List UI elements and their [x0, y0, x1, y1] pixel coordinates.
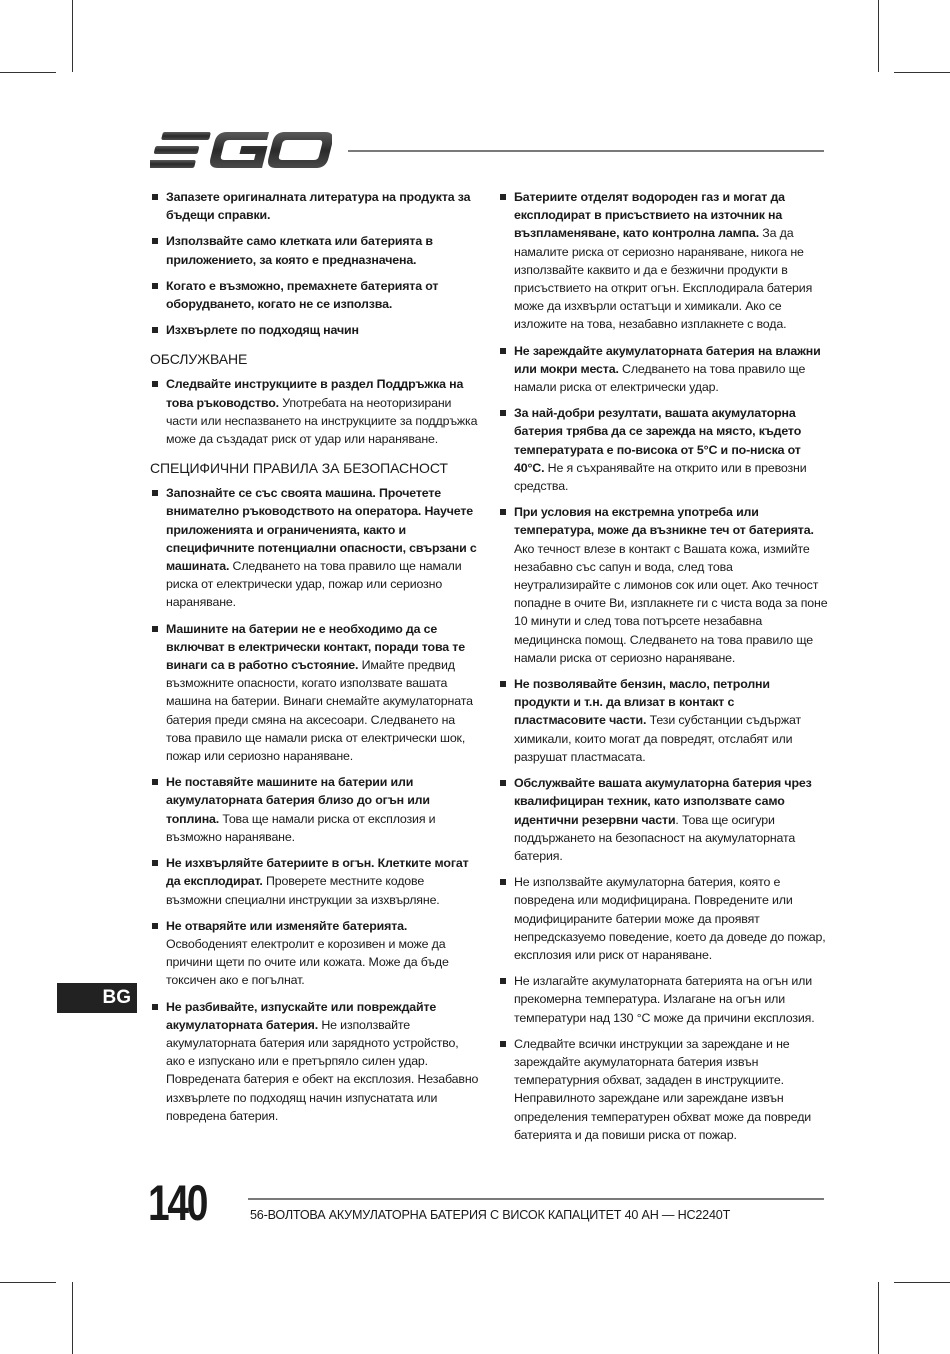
- bullet-item: [150, 620, 480, 766]
- bullet-item-bold: За най-добри резултати, вашата акумулаторна батерия трябва да се зарежда на място, където температурата е по-висока от 5°C и по-ниска от 40°C.: [514, 406, 802, 475]
- bullet-item-text: Следването на това правило ще намали риска от електрически удар.: [514, 361, 806, 395]
- bullet-item: [498, 404, 828, 495]
- bullet-item: [498, 188, 828, 334]
- bullet-item: [498, 675, 828, 766]
- bullet-item: [150, 277, 480, 313]
- section-heading: ОБСЛУЖВАНЕ: [150, 351, 248, 368]
- bullet-item: [498, 972, 828, 1027]
- bullet-item-text: Проверете местните кодове възможни специални инструкции за изхвърляне.: [166, 874, 440, 907]
- ego-logo: [150, 128, 332, 172]
- bullet-item-bold: Не поставяйте машините на батерии или акумулаторната батерия близо до огън или топлина.: [166, 775, 430, 826]
- bullet-item: [150, 321, 480, 339]
- footer-rule: [248, 1198, 824, 1200]
- bullet-item-bold: Запознайте се със своята машина. Прочетете внимателно ръководството на оператора. Научете приложенията и ограниченията, както и специфичните потенциални опасности, свързани с машината.: [166, 486, 477, 574]
- bullet-item-bold: Машините на батерии не е необходимо да се включват в електрически контакт, поради това те винаги са в работно състояние.: [166, 621, 465, 673]
- bullet-item-bold: Не зареждайте акумулаторната батерия на влажни или мокри места.: [514, 343, 821, 376]
- right-column: [498, 188, 828, 1152]
- bullet-item-text: Следвайте всички инструкции за зареждане и не зареждайте акумулаторната батерия извън температурния обхват, зададен в инструкциите. Неправилното зареждане или зареждане извън определения температурен обхват може да повреди батерията и да повиши риска от пожар.: [514, 1036, 812, 1142]
- footer-text: 56-ВОЛТОВА АКУМУЛАТОРНА БАТЕРИЯ С ВИСОК КАПАЦИТЕТ 40 AH — HC2240T: [250, 1208, 731, 1222]
- bullet-item-text: Освободеният електролит е корозивен и може да причини щети по очите или кожата. Може да бъде токсичен ако е погълнат.: [166, 936, 449, 988]
- bullet-item: [150, 232, 480, 268]
- bullet-item: [150, 484, 480, 611]
- bullet-item-bold: Изхвърлете по подходящ начин: [166, 323, 359, 338]
- bullet-item-text: Ако течност влезе в контакт с Вашата кожа, измийте незабавно със сапун и вода, след това неутрализирайте с лимонов сок или оцет. Ако течност попадне в очите Ви, изплакнете ги с чиста вода за поне 10 минути и след това потърсете незабавна медицинска помощ. Следването на това правило ще намали риска от сериозно нараняване.: [514, 541, 828, 665]
- bullet-item-bold: Батериите отделят водороден газ и могат да експлодират в присъствието на източник на възпламеняване, като контролна лампа.: [514, 190, 785, 241]
- bullet-item: [498, 873, 828, 964]
- bullet-item: [498, 342, 828, 397]
- bullet-item-bold: Запазете оригиналната литература на продукта за бъдещи справки.: [166, 190, 471, 223]
- bullet-item-text: . Това ще осигури поддържането на безопасност на акумулаторната батерия.: [514, 812, 796, 863]
- bullet-item-text: Следването на това правило ще намали риска от електрически удар, пожар или сериозно нараняване.: [166, 559, 462, 610]
- bullet-item-bold: Не изхвърляйте батериите в огън. Клетките могат да експлодират.: [166, 856, 469, 889]
- bullet-item-bold: Когато е възможно, премахнете батерията от оборудването, когато не се използва.: [166, 278, 439, 312]
- bullet-item: [498, 1035, 828, 1144]
- bullet-item-text: Употребата на неоторизирани части или неспазването на инструкциите за поддръжка може да създадат риск от удар или нараняване.: [166, 395, 478, 447]
- bullet-item-text: Имайте предвид възможните опасности, когато използвате вашата машина на батерии. Винаги снемайте акумулаторната батерия преди смяна на аксесоари. Следването на това правило ще намали риска от електрически шок, пожар или сериозно нараняване.: [166, 658, 473, 764]
- bullet-item: [150, 854, 480, 909]
- page-number: 140: [148, 1175, 207, 1231]
- bullet-item: [150, 998, 480, 1125]
- bullet-item-bold: Не позволявайте бензин, масло, петролни продукти и т.н. да влизат в контакт с пластмасовите части.: [514, 677, 770, 728]
- bullet-item: [150, 375, 480, 448]
- bullet-item-text: Това ще намали риска от експлозия и възможно нараняване.: [166, 811, 436, 844]
- bullet-item-bold: Обслужвайте вашата акумулаторна батерия чрез квалифициран техник, като използвате само идентични резервни части: [514, 776, 812, 827]
- bullet-item-text: За да намалите риска от сериозно нараняване, никога не използвайте каквито и да е безжични продукти в присъствието на открит огън. Експлодирала батерия може да изхвърли остатъци и химикали. Ако се изложите на това, незабавно изплакнете с вода.: [514, 226, 813, 332]
- section-heading: СПЕЦИФИЧНИ ПРАВИЛА ЗА БЕЗОПАСНОСТ: [150, 460, 448, 477]
- bullet-item: [498, 503, 828, 667]
- bullet-item-bold: Използвайте само клетката или батерията в приложението, за която е предназначена.: [166, 234, 433, 267]
- language-tab: BG: [57, 983, 137, 1013]
- bullet-item: [150, 188, 480, 224]
- bullet-item-bold: Не разбивайте, изпускайте или повреждайте акумулаторната батерия.: [166, 999, 437, 1032]
- bullet-item-text: Не използвайте акумулаторната батерия или зарядното устройство, ако е изпускано или е претърпяло силен удар. Повредената батерия е обект на експлозия. Незабавно изхвърлете по подходящ начин изпуснатата или повредена батерия.: [166, 1017, 479, 1123]
- bullet-item: [498, 774, 828, 865]
- header-rule: [348, 150, 824, 152]
- bullet-item-text: Не използвайте акумулаторна батерия, която е повредена или модифицирана. Повредените или модифицираните батерии може да проявят непредсказуемо поведение, което да доведе до пожар, експлозия или риск от нараняване.: [514, 875, 826, 962]
- bullet-item-text: Не излагайте акумулаторната батерията на огън или прекомерна температура. Излагане на огън или температури над 130 °C може да причини експлозия.: [514, 974, 815, 1025]
- bullet-item-bold: Не отваряйте или изменяйте батерията.: [166, 918, 408, 933]
- bullet-item: [150, 773, 480, 846]
- bullet-item-bold: При условия на екстремна употреба или температура, може да възникне теч от батерията.: [514, 505, 814, 538]
- bullet-item-bold: Следвайте инструкциите в раздел Поддръжка на това ръководство.: [166, 377, 464, 410]
- bullet-item: [150, 917, 480, 990]
- left-column: [150, 188, 480, 1133]
- bullet-item-text: Тези субстанции съдържат химикали, които могат да повредят, отслабят или разрушат пластмасата.: [514, 713, 801, 764]
- bullet-item-text: Не я съхранявайте на открито или в превозни средства.: [514, 460, 807, 494]
